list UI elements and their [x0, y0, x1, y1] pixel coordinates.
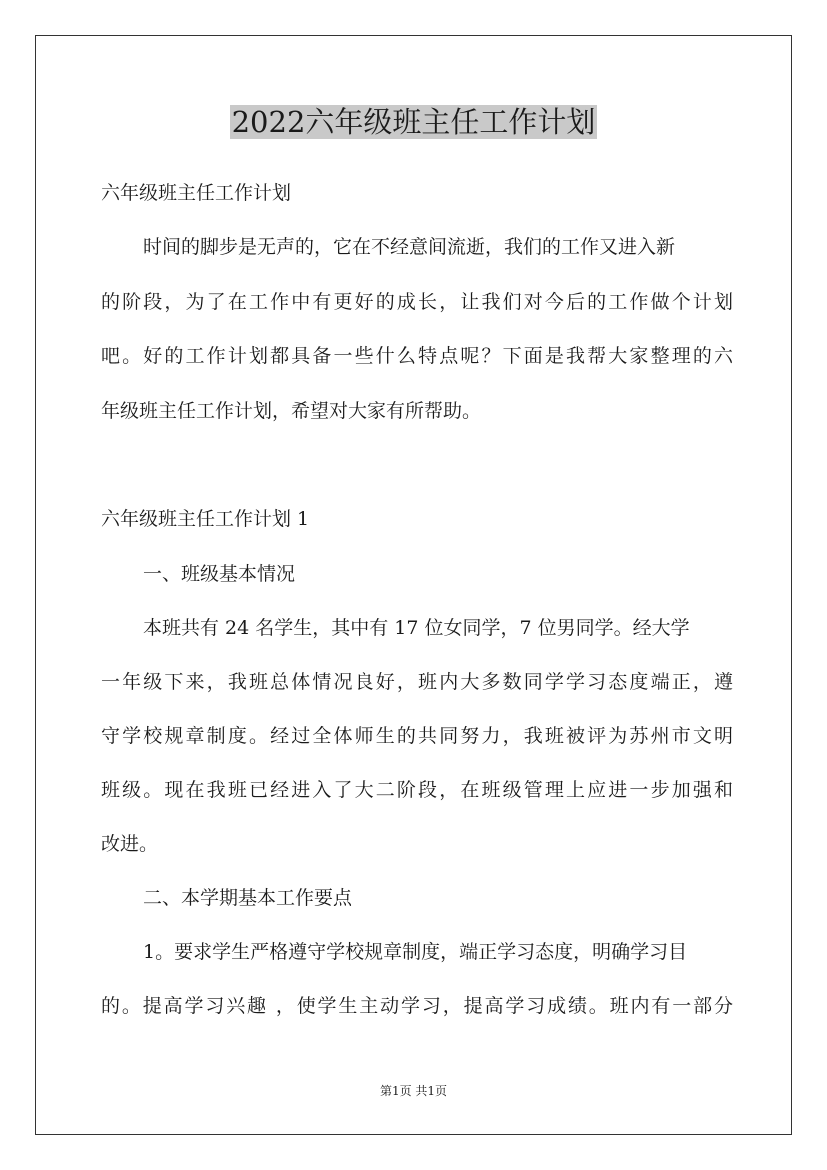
paragraph-line: 1。要求学生严格遵守学校规章制度，端正学习态度，明确学习目: [143, 941, 688, 963]
paragraph-line: 班级。现在我班已经进入了大二阶段，在班级管理上应进一步加强和: [101, 779, 733, 801]
paragraph-line: 改进。: [101, 833, 159, 855]
subsection-heading: 一、班级基本情况: [143, 563, 296, 585]
paragraph-line: 年级班主任工作计划，希望对大家有所帮助。: [101, 400, 482, 422]
paragraph-line: 本班共有 24 名学生，其中有 17 位女同学，7 位男同学。经大学: [143, 617, 690, 639]
paragraph-line: 一年级下来，我班总体情况良好，班内大多数同学学习态度端正，遵: [101, 671, 733, 693]
subtitle-line: 六年级班主任工作计划: [101, 182, 292, 204]
paragraph-line: 吧。好的工作计划都具备一些什么特点呢？下面是我帮大家整理的六: [101, 345, 733, 367]
page-footer: 第1页 共1页: [379, 1084, 448, 1098]
paragraph-line: 的。提高学习兴趣 ，使学生主动学习，提高学习成绩。班内有一部分: [101, 995, 733, 1017]
section-heading: 六年级班主任工作计划 1: [101, 508, 310, 530]
paragraph-line: 时间的脚步是无声的，它在不经意间流逝，我们的工作又进入新: [143, 236, 676, 258]
subsection-heading: 二、本学期基本工作要点: [143, 887, 353, 909]
paragraph-line: 守学校规章制度。经过全体师生的共同努力，我班被评为苏州市文明: [101, 725, 733, 747]
document-title: 2022六年级班主任工作计划: [231, 105, 596, 139]
paragraph-line: 的阶段，为了在工作中有更好的成长，让我们对今后的工作做个计划: [101, 291, 733, 313]
